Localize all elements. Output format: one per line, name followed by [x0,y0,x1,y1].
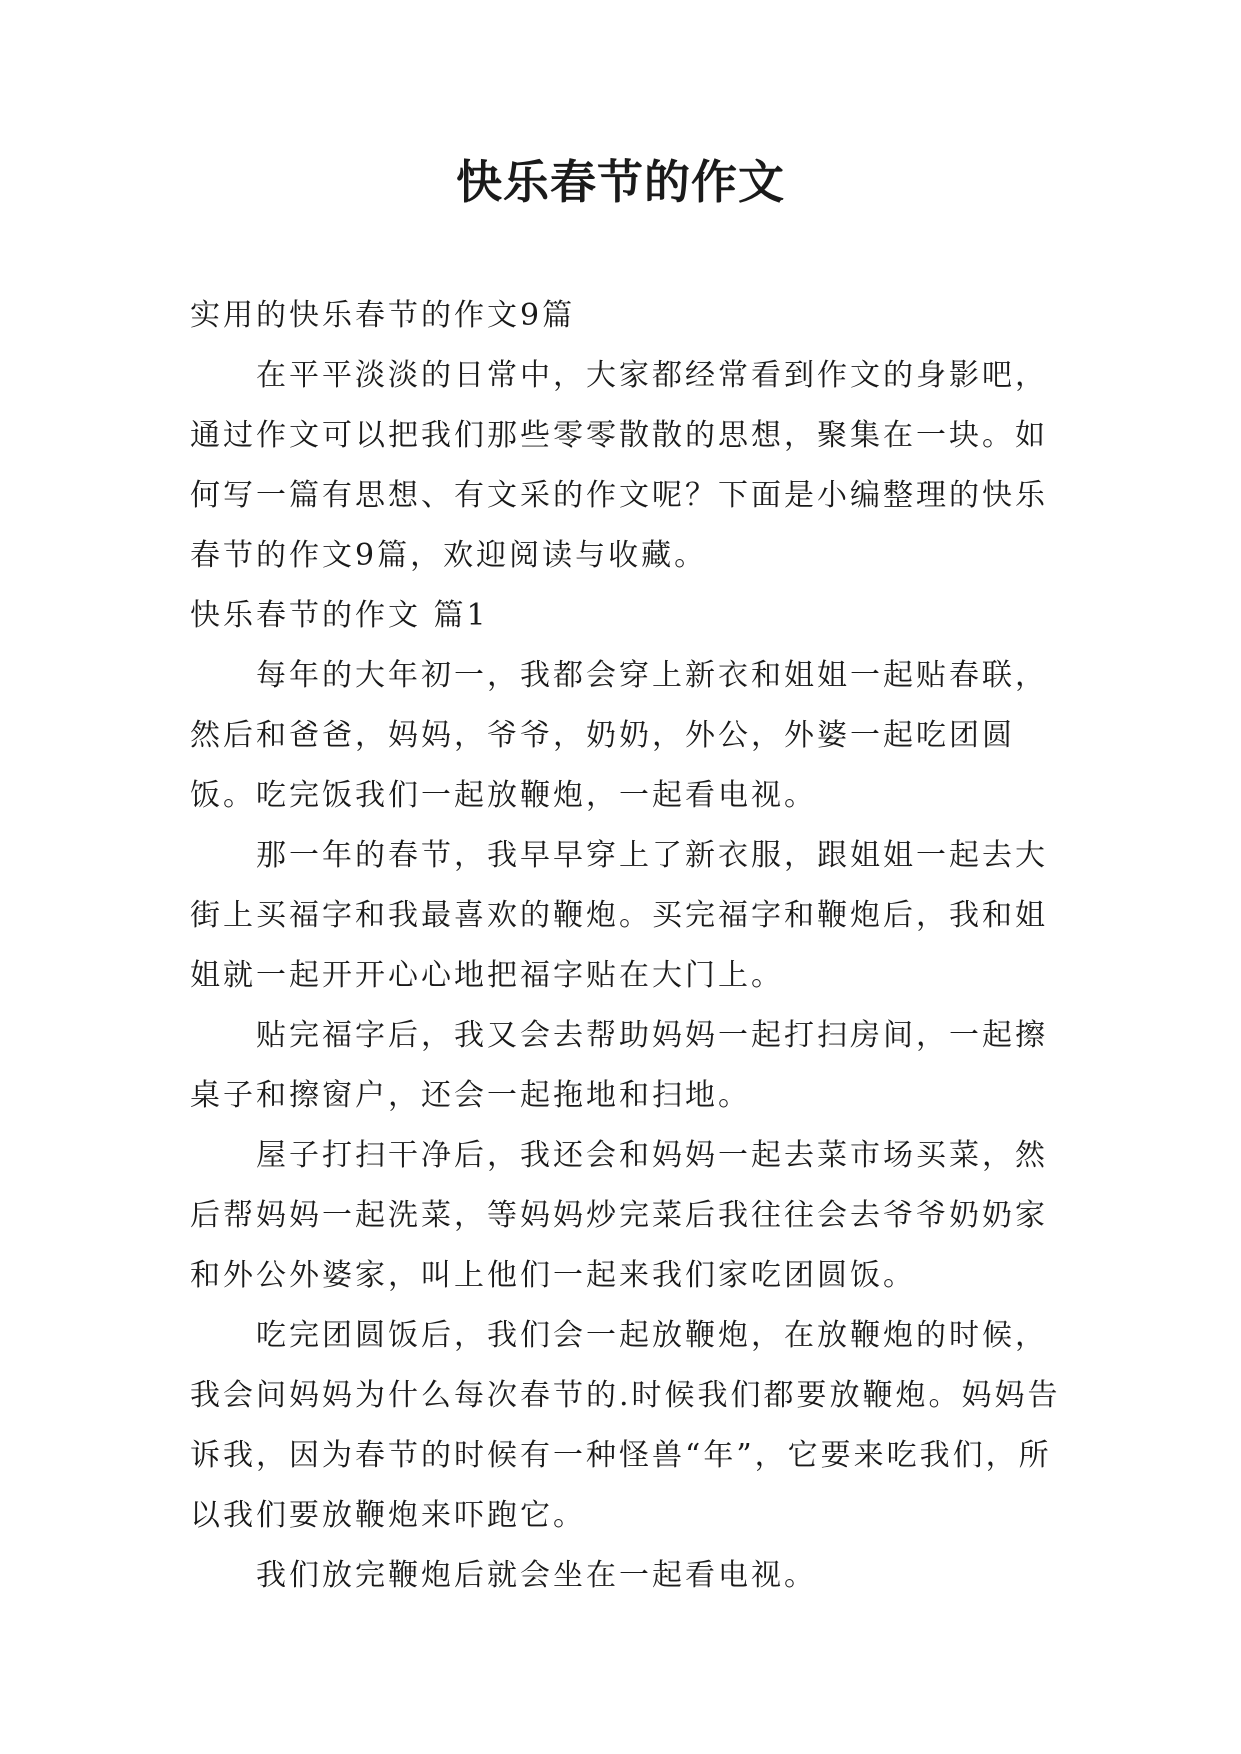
body-paragraph: 我们放完鞭炮后就会坐在一起看电视。 [256,1558,817,1593]
document-body [190,286,1066,1606]
body-paragraph: 屋子打扫干净后，我还会和妈妈一起去菜市场买菜，然后帮妈妈一起洗菜，等妈妈炒完菜后我往往会去爷爷奶奶家和外公外婆家，叫上他们一起来我们家吃团圆饭。 [190,1138,1048,1293]
body-paragraph: 贴完福字后，我又会去帮助妈妈一起打扫房间，一起擦桌子和擦窗户，还会一起拖地和扫地。 [190,1018,1048,1113]
body-paragraph: 吃完团圆饭后，我们会一起放鞭炮，在放鞭炮的时候，我会问妈妈为什么每次春节的.时候我们都要放鞭炮。妈妈告诉我，因为春节的时候有一种怪兽“年”，它要来吃我们，所以我们要放鞭炮来吓跑它。 [190,1318,1061,1533]
intro-paragraph: 在平平淡淡的日常中，大家都经常看到作文的身影吧，通过作文可以把我们那些零零散散的思想，聚集在一块。如何写一篇有思想、有文采的作文呢？下面是小编整理的快乐春节的作文9篇，欢迎阅读与收藏。 [190,358,1048,573]
subtitle-line: 实用的快乐春节的作文9篇 [190,298,576,333]
section-heading: 快乐春节的作文 篇1 [190,598,489,633]
document-title: 快乐春节的作文 [456,155,785,209]
body-paragraph: 那一年的春节，我早早穿上了新衣服，跟姐姐一起去大街上买福字和我最喜欢的鞭炮。买完福字和鞭炮后，我和姐姐就一起开开心心地把福字贴在大门上。 [190,838,1048,993]
body-paragraph: 每年的大年初一，我都会穿上新衣和姐姐一起贴春联，然后和爸爸，妈妈，爷爷，奶奶，外公，外婆一起吃团圆饭。吃完饭我们一起放鞭炮，一起看电视。 [190,658,1048,813]
